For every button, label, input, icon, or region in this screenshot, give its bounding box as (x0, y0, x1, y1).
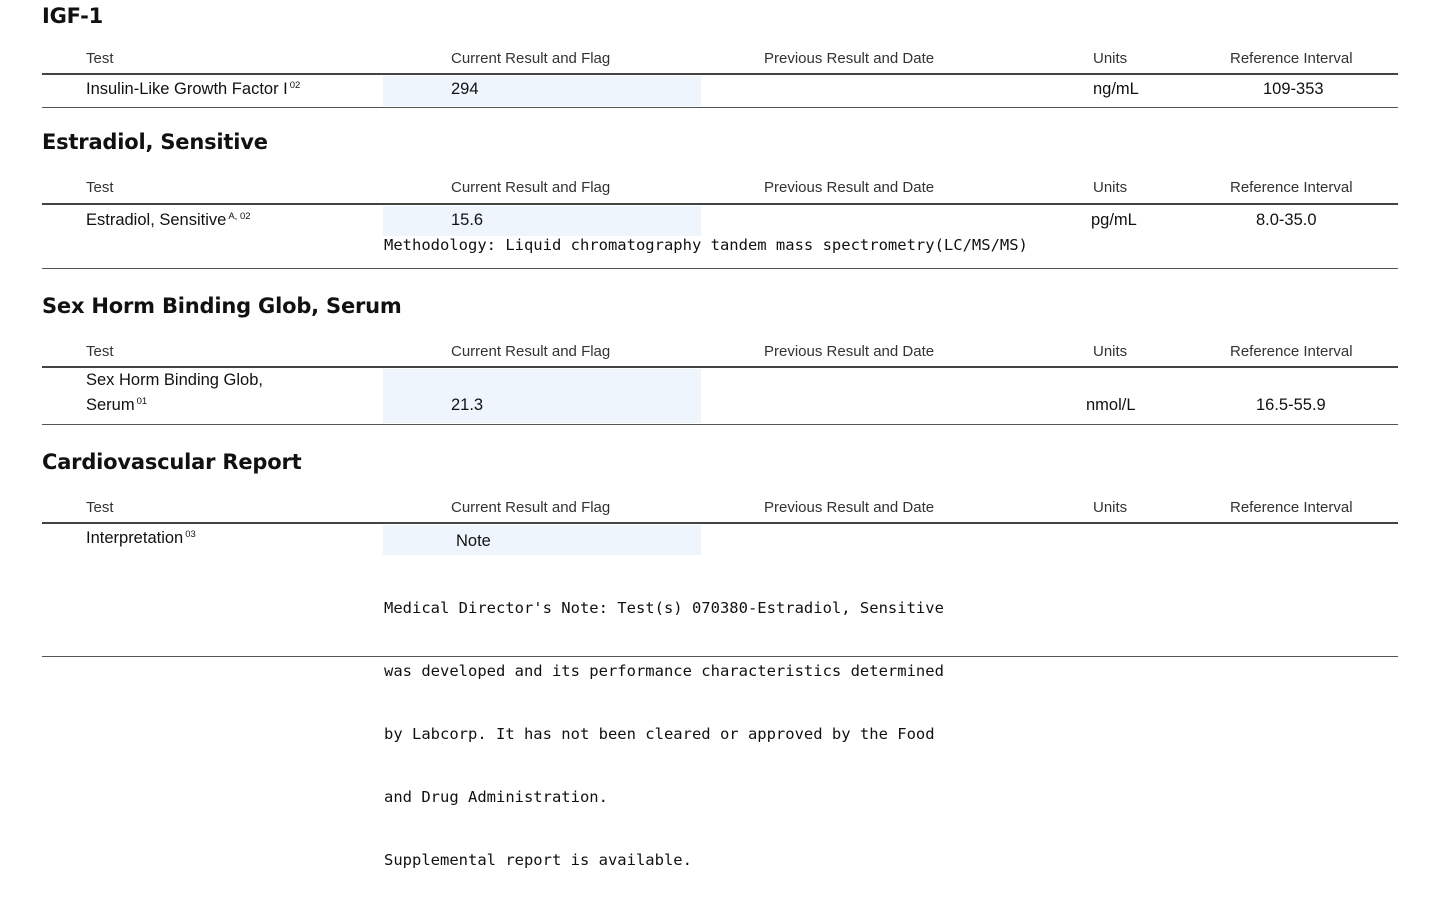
test-name-cell (86, 529, 196, 548)
col-units-header: Units (1093, 343, 1128, 360)
column-header-row (0, 336, 1440, 366)
note-line: Medical Director's Note: Test(s) 070380-Estradiol, Sensitive (384, 599, 944, 617)
header-rule (42, 73, 1398, 75)
footnote-ref: A, 02 (228, 210, 251, 222)
methodology-note: Methodology: Liquid chromatography tandem mass spectrometry(LC/MS/MS) (384, 236, 1028, 254)
result-highlight (383, 76, 701, 106)
note-line: Supplemental report is available. (384, 851, 692, 869)
row-rule (42, 107, 1398, 108)
section-title: IGF-1 (42, 4, 104, 28)
footnote-ref: 02 (289, 79, 301, 91)
col-previous-header: Previous Result and Date (764, 343, 935, 360)
col-test-header: Test (86, 50, 114, 67)
reference-interval: 8.0-35.0 (1256, 211, 1317, 229)
current-result: 294 (451, 80, 479, 98)
note-line: and Drug Administration. (384, 788, 608, 806)
footnote-ref: 03 (185, 528, 196, 540)
test-name-cell (86, 80, 300, 99)
header-rule (42, 522, 1398, 524)
col-previous-header: Previous Result and Date (764, 179, 935, 196)
col-reference-header: Reference Interval (1230, 179, 1353, 196)
test-name: Insulin-Like Growth Factor I (86, 80, 288, 98)
current-result: Note (456, 532, 491, 550)
test-name-line-1: Sex Horm Binding Glob, (86, 371, 263, 389)
col-previous-header: Previous Result and Date (764, 50, 935, 67)
col-units-header: Units (1093, 499, 1128, 516)
units: nmol/L (1086, 396, 1136, 414)
row-rule (42, 424, 1398, 425)
column-header-row (0, 492, 1440, 522)
section-title: Cardiovascular Report (42, 450, 302, 474)
column-header-row (0, 43, 1440, 73)
col-units-header: Units (1093, 50, 1128, 67)
section-title: Sex Horm Binding Glob, Serum (42, 294, 402, 318)
result-highlight (383, 369, 701, 423)
test-name-cell (86, 396, 147, 415)
col-reference-header: Reference Interval (1230, 343, 1353, 360)
test-name: Estradiol, Sensitive (86, 211, 227, 229)
column-header-row (0, 172, 1440, 202)
result-highlight (383, 206, 701, 236)
units: ng/mL (1093, 80, 1139, 98)
row-rule (42, 656, 1398, 657)
col-current-header: Current Result and Flag (451, 499, 611, 516)
col-units-header: Units (1093, 179, 1128, 196)
interpretation-note (384, 556, 944, 913)
col-current-header: Current Result and Flag (451, 179, 611, 196)
note-line: was developed and its performance characteristics determined (384, 662, 944, 680)
footnote-ref: 01 (136, 395, 148, 407)
col-previous-header: Previous Result and Date (764, 499, 935, 516)
col-reference-header: Reference Interval (1230, 50, 1353, 67)
test-name: Interpretation (86, 529, 184, 547)
col-test-header: Test (86, 179, 114, 196)
section-title: Estradiol, Sensitive (42, 130, 268, 154)
col-test-header: Test (86, 499, 114, 516)
col-test-header: Test (86, 343, 114, 360)
col-current-header: Current Result and Flag (451, 343, 611, 360)
col-current-header: Current Result and Flag (451, 50, 611, 67)
current-result: 21.3 (451, 396, 484, 414)
header-rule (42, 203, 1398, 205)
current-result: 15.6 (451, 211, 484, 229)
row-rule (42, 268, 1398, 269)
note-line: by Labcorp. It has not been cleared or approved by the Food (384, 725, 935, 743)
col-reference-header: Reference Interval (1230, 499, 1353, 516)
reference-interval: 16.5-55.9 (1256, 396, 1326, 414)
test-name-line-2: Serum (86, 396, 135, 414)
header-rule (42, 366, 1398, 368)
result-highlight (383, 525, 701, 555)
reference-interval: 109-353 (1263, 80, 1324, 98)
units: pg/mL (1091, 211, 1137, 229)
test-name-cell (86, 211, 251, 230)
